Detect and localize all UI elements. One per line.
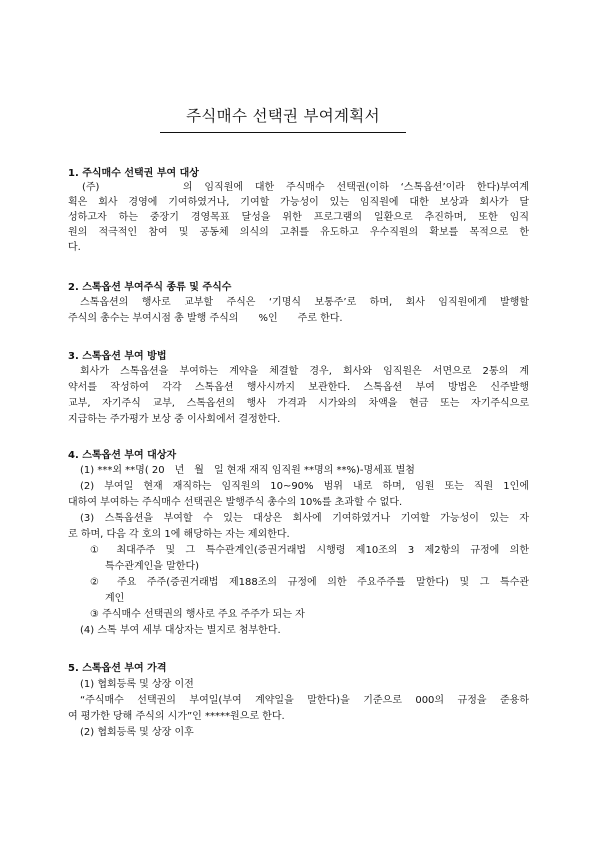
document-title: 주식매수 선택권 부여계획서 xyxy=(160,104,406,133)
section-4-item-3-line-1: (3) 스톡옵션을 부여할 수 있는 대상은 회사에 기여하였거나 기여할 가능성이 있는 자 xyxy=(80,513,529,524)
section-1-line-2: 획은 회사 경영에 기여하였거나, 기여할 가능성이 있는 임직원에 대한 보상과 회사가 달 xyxy=(68,197,529,208)
section-2-line-1: 스톡옵션의 행사로 교부할 주식은 ‘기명식 보통주’로 하며, 회사 임직원에게 발행할 xyxy=(80,297,529,308)
section-4-item-2-line-2: 대하여 부여하는 주식매수 선택권은 발행주식 총수의 10%를 초과할 수 없다. xyxy=(68,497,403,508)
section-5-item-1-line-1: “주식매수 선택권의 부여일(부여 계약일을 말한다)을 기준으로 000의 규정을 준용하 xyxy=(80,695,529,706)
section-4-sub-1-line-2: 특수관계인을 말한다) xyxy=(105,561,200,572)
section-3-line-2: 약서를 작성하여 각각 스톡옵션 행사시까지 보관한다. 스톡옵션 부여 방법은 신주발행 xyxy=(68,382,529,393)
section-4-sub-2-line-2: 계인 xyxy=(105,593,125,604)
section-3-line-3: 교부, 자기주식 교부, 스톡옵션의 행사 가격과 시가와의 차액을 현금 또는 자기주식으로 xyxy=(68,398,529,409)
section-2-heading: 2. 스톡옵션 부여주식 종류 및 주식수 xyxy=(68,282,232,293)
section-3-line-1: 회사가 스톡옵션을 부여하는 계약을 체결할 경우, 회사와 임직원은 서면으로 2통의 계 xyxy=(80,366,529,377)
section-3-line-4: 지급하는 주가평가 보상 중 이사회에서 결정한다. xyxy=(68,414,281,425)
section-4-item-1: (1) ***외 **명( 20 년 월 일 현재 재직 임직원 **명의 **%)-명세표 별첨 xyxy=(80,465,415,476)
section-4-sub-3: ③ 주식매수 선택권의 행사로 주요 주주가 되는 자 xyxy=(90,609,305,620)
section-4-item-3-line-2: 로 하며, 다음 각 호의 1에 해당하는 자는 제외한다. xyxy=(68,529,290,540)
section-4-item-2-line-1: (2) 부여일 현재 재직하는 임직원의 10~90% 범위 내로 하며, 임원 또는 직원 1인에 xyxy=(80,481,529,492)
section-5-item-1-line-2: 여 평가한 당해 주식의 시가”인 *****원으로 한다. xyxy=(68,711,285,722)
section-1-heading: 1. 주식매수 선택권 부여 대상 xyxy=(68,168,199,179)
section-1-line-3: 성하고자 하는 중장기 경영목표 달성을 위한 프로그램의 일환으로 추진하며, 또한 임직 xyxy=(68,212,529,223)
section-1-line-4: 원의 적극적인 참여 및 공동체 의식의 고취를 유도하고 우수직원의 확보를 목적으로 한 xyxy=(68,227,529,238)
section-4-sub-1-line-1: ① 최대주주 및 그 특수관계인(증권거래법 시행령 제10조의 3 제2항의 규정에 의한 xyxy=(90,545,529,556)
section-1-line-5: 다. xyxy=(68,242,81,253)
section-2-line-2: 주식의 총수는 부여시점 총 발행 주식의 %인 주로 한다. xyxy=(68,313,343,324)
section-4-sub-2-line-1: ② 주요 주주(증권거래법 제188조의 규정에 의한 주요주주를 말한다) 및 그 특수관 xyxy=(90,577,529,588)
section-4-heading: 4. 스톡옵션 부여 대상자 xyxy=(68,450,177,461)
section-1-line-1: (주) 의 임직원에 대한 주식매수 선택권(이하 ‘스톡옵션’이라 한다)부여계 xyxy=(82,182,529,193)
section-5-item-2: (2) 협회등록 및 상장 이후 xyxy=(80,727,194,738)
section-4-item-4: (4) 스톡 부여 세부 대상자는 별지로 첨부한다. xyxy=(80,625,281,636)
section-3-heading: 3. 스톡옵션 부여 방법 xyxy=(68,351,167,362)
section-5-heading: 5. 스톡옵션 부여 가격 xyxy=(68,663,167,674)
section-5-item-1: (1) 협회등록 및 상장 이전 xyxy=(80,679,194,690)
